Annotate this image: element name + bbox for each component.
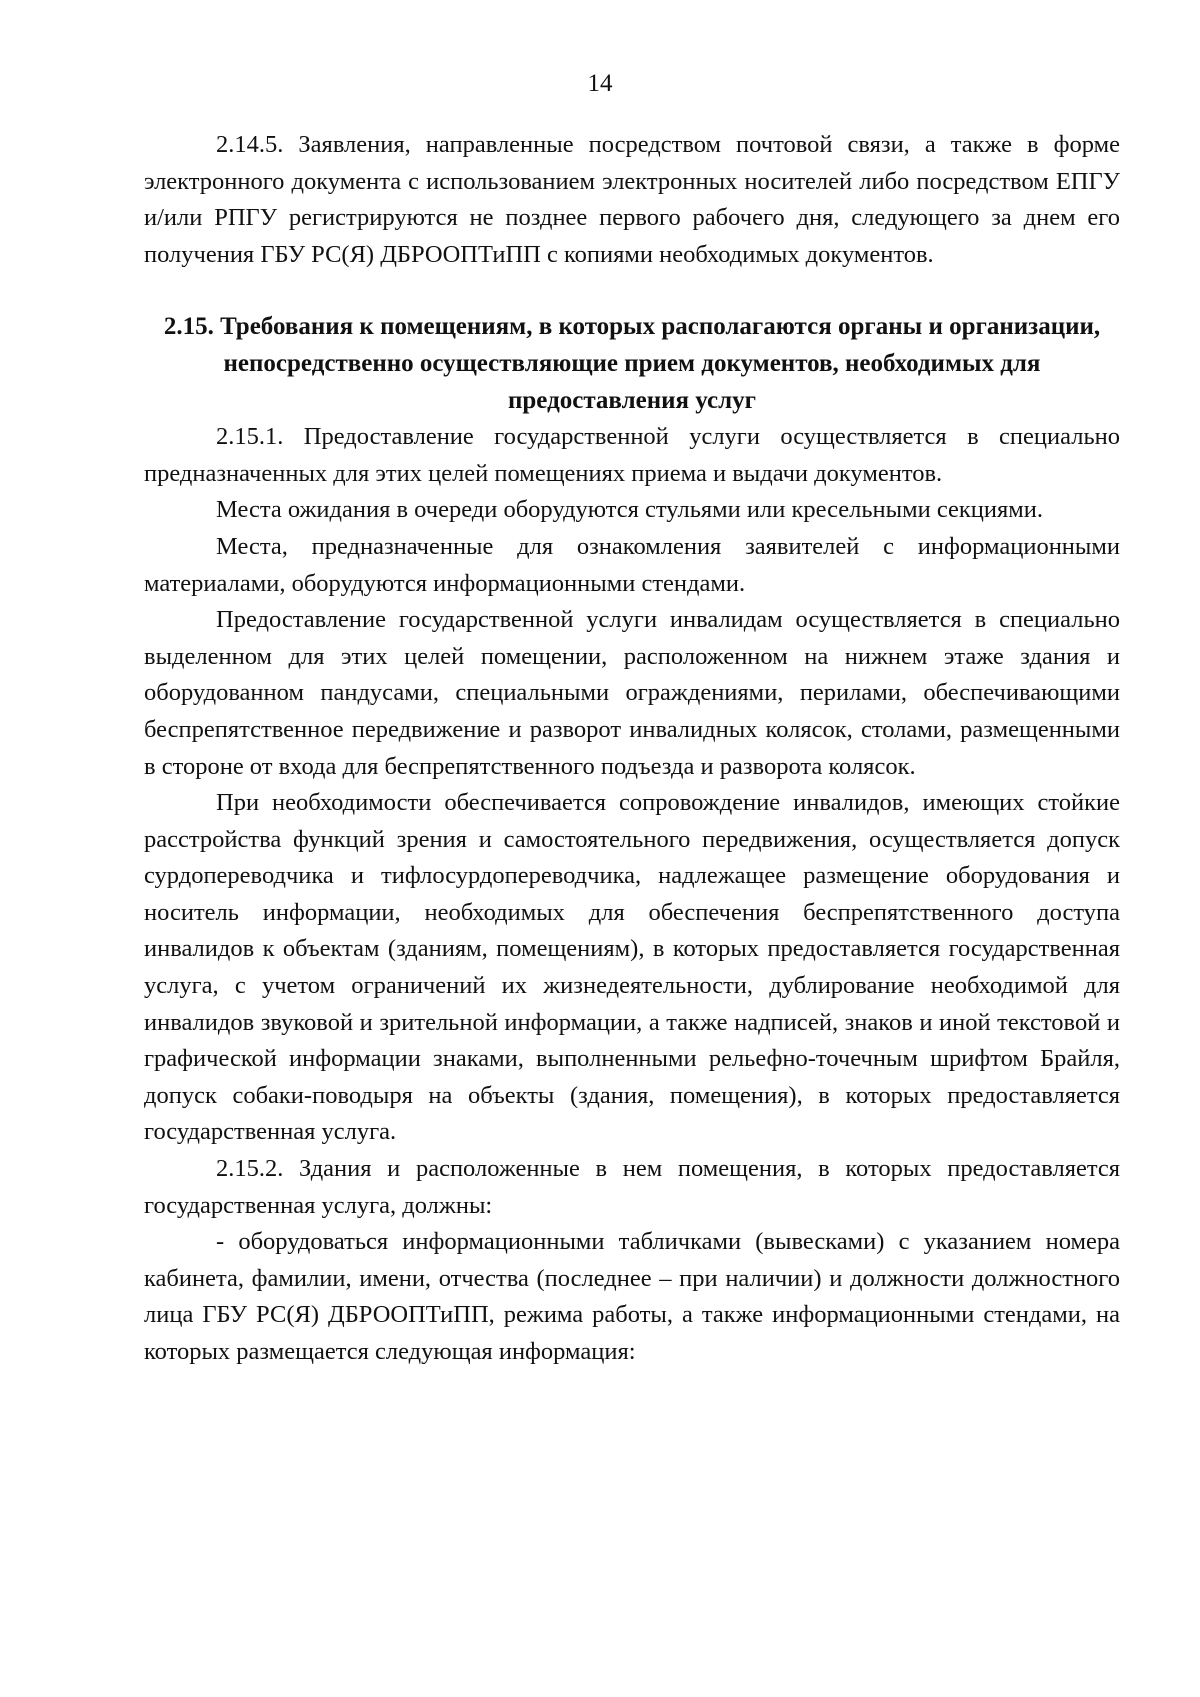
section-heading-2-15: 2.15. Требования к помещениям, в которых располагаются органы и организации, непосредственно осуществляющие прием документов, необходимых для предоставления услуг xyxy=(163,313,1101,414)
paragraph-2-14-5: 2.14.5. Заявления, направленные посредством почтовой связи, а также в форме электронного документа с использованием электронных носителей либо посредством ЕПГУ и/или РПГУ регистрируются не позднее первого рабочего дня, следующего за днем его получения ГБУ РС(Я) ДБРООПТиПП с копиями необходимых документов. xyxy=(144,131,1120,268)
page-number: 14 xyxy=(587,70,613,97)
paragraph-2-15-2: 2.15.2. Здания и расположенные в нем помещения, в которых предоставляется государственная услуга, должны: xyxy=(144,1155,1120,1219)
document-body xyxy=(144,127,1120,1371)
paragraph-waiting-places: Места ожидания в очереди оборудуются стульями или кресельными секциями. xyxy=(216,496,1044,524)
paragraph-2-15-1: 2.15.1. Предоставление государственной услуги осуществляется в специально предназначенных для этих целей помещениях приема и выдачи документов. xyxy=(144,423,1120,487)
paragraph-info-signs: - оборудоваться информационными табличками (вывесками) с указанием номера кабинета, фамилии, имени, отчества (последнее – при наличии) и должности должностного лица ГБУ РС(Я) ДБРООПТиПП, режима работы, а также информационными стендами, на которых размещается следующая информация: xyxy=(144,1228,1120,1365)
paragraph-disabled-service: Предоставление государственной услуги инвалидам осуществляется в специально выделенном для этих целей помещении, расположенном на нижнем этаже здания и оборудованном пандусами, специальными ограждениями, перилами, обеспечивающими беспрепятственное передвижение и разворот инвалидных колясок, столами, размещенными в стороне от входа для беспрепятственного подъезда и разворота колясок. xyxy=(144,606,1120,780)
paragraph-info-places: Места, предназначенные для ознакомления заявителей с информационными материалами, оборудуются информационными стендами. xyxy=(144,532,1120,597)
paragraph-accompaniment: При необходимости обеспечивается сопровождение инвалидов, имеющих стойкие расстройства функций зрения и самостоятельного передвижения, осуществляется допуск сурдопереводчика и тифлосурдопереводчика, надлежащее размещение оборудования и носитель информации, необходимых для обеспечения беспрепятственного доступа инвалидов к объектам (зданиям, помещениям), в которых предоставляется государственная услуга, с учетом ограничений их жизнедеятельности, дублирование необходимой для инвалидов звуковой и зрительной информации, а также надписей, знаков и иной текстовой и графической информации знаками, выполненными рельефно-точечным шрифтом Брайля, допуск собаки-поводыря на объекты (здания, помещения), в которых предоставляется государственная услуга. xyxy=(144,789,1120,1146)
